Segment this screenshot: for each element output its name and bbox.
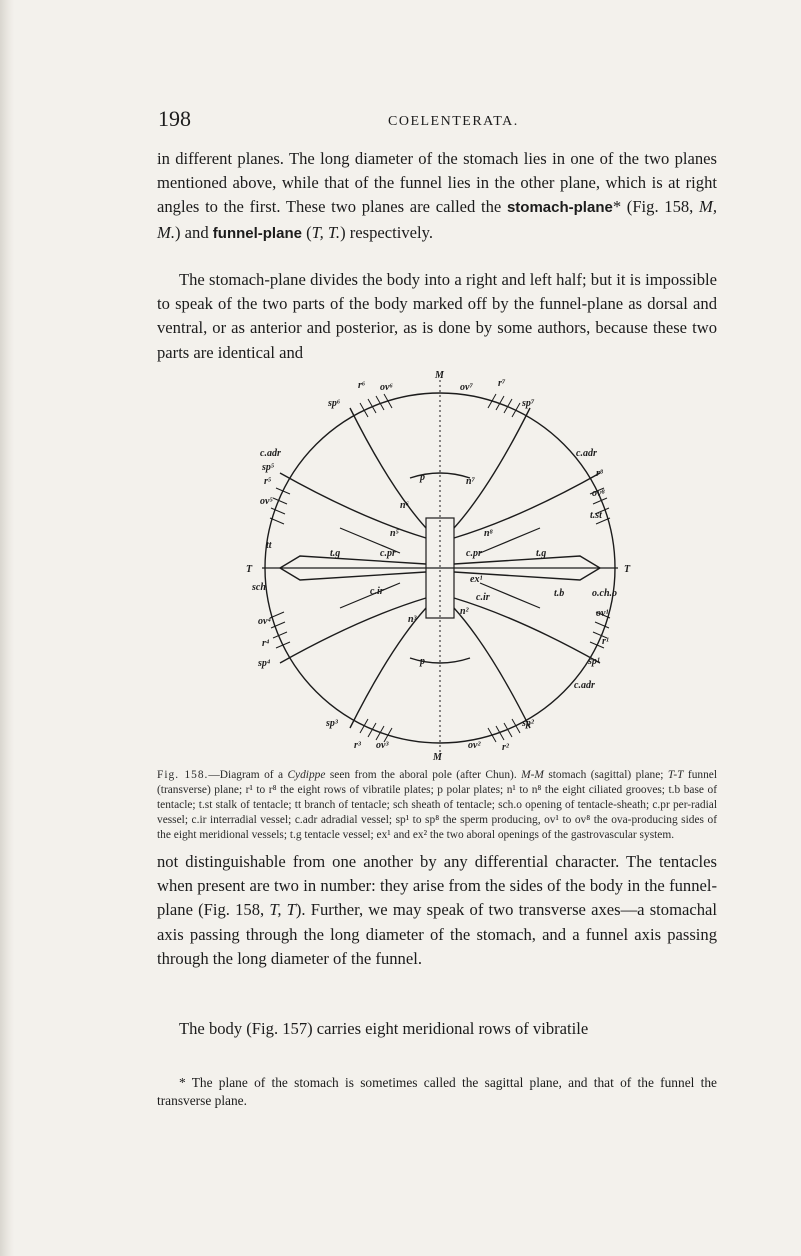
running-head: COELENTERATA. [388,114,519,129]
label-r5: r⁵ [264,476,272,487]
label-cir-l: c.ir [370,586,384,597]
label-n3: n³ [408,614,417,625]
label-cadr-ul: c.adr [260,448,281,459]
para1-text-f: ( [301,222,312,242]
para1-ref-mm: M, M. [157,197,717,242]
label-sp4: sp⁴ [258,658,271,669]
vessel-ll-1 [350,608,426,728]
caption-tt: T-T [667,769,684,781]
para1-text-e: ) and [174,222,213,242]
label-tt: tt [266,540,272,551]
label-r3: r³ [354,740,361,751]
page-edge-shadow [0,0,14,1256]
figure-caption [157,768,717,843]
caption-text-c: stomach (sagittal) plane; [543,769,668,781]
label-tg-r: t.g [536,548,547,559]
label-M-top: M [435,370,444,381]
label-tg-l: t.g [330,548,341,559]
cydippe-diagram [240,368,640,762]
footnote: * The plane of the stomach is sometimes called the sagittal plane, and that of the funnel the transverse plane. [157,1075,717,1108]
vessel-lr-1 [454,608,530,728]
label-ov2: ov² [468,740,481,751]
label-sp2: sp² [522,718,534,729]
label-n5: n⁵ [390,528,400,539]
caption-fig-label: Fig. 158. [157,769,209,781]
term-stomach-plane: stomach-plane [506,199,613,217]
vessel-ur-2 [454,473,600,538]
label-tst: t.st [590,510,602,521]
label-r4: r⁴ [262,638,270,649]
caption-mm: M-M [521,769,544,781]
vessel-ur-1 [454,408,530,528]
paragraph-tentacles [157,850,717,971]
label-r1: r¹ [602,636,609,647]
label-ov1: ov¹ [596,608,609,619]
label-scho: o.ch.o [592,588,617,599]
label-p-bottom: p [420,656,425,667]
caption-genus: Cydippe [287,769,326,781]
comb-row-r4 [270,612,290,648]
para3-text-c: ). Further, we may speak of two transverse axes—a stomachal axis passing through the long diameter of the stomach, and a funnel axis passing through the long diameter of the funnel. [157,900,717,968]
label-cir-r: c.ir [476,592,490,603]
label-n7: n⁷ [466,476,476,487]
label-sp3: sp³ [326,718,338,729]
label-r8: r⁸ [596,468,604,479]
label-ov5: ov⁵ [260,496,273,507]
label-sp5: sp⁵ [262,462,275,473]
label-r2: r² [502,742,509,753]
label-cpr-l: c.pr [380,548,396,559]
term-funnel-plane: funnel-plane [212,224,302,242]
label-sp1: sp¹ [588,656,600,667]
label-ex: ex¹ [470,574,483,585]
label-ov4: ov⁴ [258,616,271,627]
para1-text-c: * (Fig. 158, [612,197,700,217]
page-header [158,106,718,136]
vessel-ul-1 [350,408,426,528]
label-cadr-ur: c.adr [576,448,597,459]
label-T-right: T [624,564,631,575]
label-n8: n⁸ [484,528,494,539]
label-r7: r⁷ [498,378,506,389]
label-tb: t.b [554,588,565,599]
comb-row-r5 [270,488,290,524]
label-ov7: ov⁷ [460,382,473,393]
para3-text-a: not distinguishable from one another by any differential character. The tentacles when present are two in number: they arise from the sides of the body in the funnel-plane (Fig. 158, [157,852,717,920]
para1-text-h: ) respectively. [340,222,434,242]
label-n6: n⁶ [400,500,410,511]
label-n2: n² [460,606,469,617]
paragraph-stomach-plane: The stomach-plane divides the body into a right and left half; but it is impossible to speak of the two parts of the body marked off by the funnel-plane as dorsal and ventral, or as anterior and posterior, as is done by some authors, because these two parts are identical and [157,270,717,362]
caption-text-b: seen from the aboral pole (after Chun). [325,769,522,781]
paragraph-body: The body (Fig. 157) carries eight meridional rows of vibratile [179,1019,589,1038]
label-ov8: ov⁸ [592,488,605,499]
para1-ref-tt: T, T. [311,222,341,242]
caption-text-a: —Diagram of a [208,769,288,781]
vessel-ll-2 [280,598,426,663]
label-p-top: p [420,472,425,483]
label-r6: r⁶ [358,380,366,391]
para1-text-a: in different planes. The long diameter of the stomach lies in one of the two planes mentioned above, while that of the funnel lies in the other plane, which is at right angles to the first. These two planes are called the [157,149,717,217]
paragraph-planes [157,147,717,246]
label-cadr-lr: c.adr [574,680,595,691]
vessel-lr-2 [454,598,600,663]
label-sch: sch [252,582,266,593]
label-ov6: ov⁶ [380,382,393,393]
page-number: 198 [158,106,191,131]
caption-text-d: funnel (transverse) plane; r¹ to r⁸ the eight rows of vibratile plates; p polar plates; n¹ to n⁸ the eight ciliated grooves; t.b base of tentacle; t.st stalk of tentacle; tt branch of tentacle; sch sheath of tentacle; sch.o opening of tentacle-sheath; c.pr per-radial vessel; c.ir interradial vessel; c.adr adradial vessel; sp¹ to sp⁸ the sperm producing, ov¹ to ov⁸ the ova-producing sides of the eight meridional vessels; t.g tentacle vessel; ex¹ and ex² the two aboral openings of the gastrovascular system. [157,769,718,841]
label-sp6: sp⁶ [328,398,341,409]
label-ov3: ov³ [376,740,389,751]
figure-158-diagram [240,368,640,762]
label-cpr-r: c.pr [466,548,482,559]
label-T-left: T [246,564,253,575]
label-sp7: sp⁷ [522,398,535,409]
label-M-bottom: M [433,752,442,762]
para3-ref-tt: T, T [269,900,296,920]
